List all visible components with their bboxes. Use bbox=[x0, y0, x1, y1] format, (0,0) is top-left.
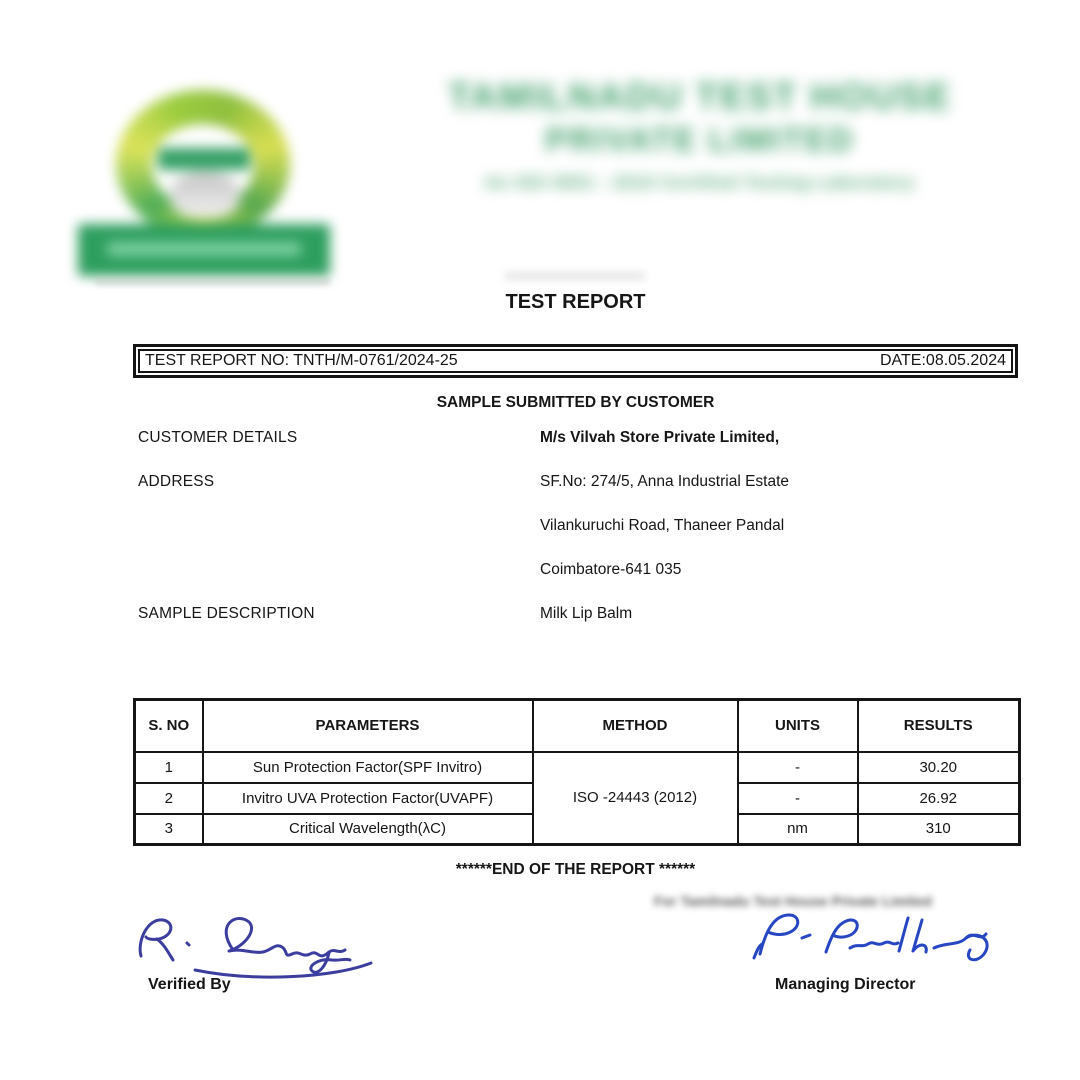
logo-banner bbox=[78, 224, 330, 276]
header-units: UNITS bbox=[738, 700, 858, 752]
cell-parameter: Critical Wavelength(λC) bbox=[203, 814, 533, 845]
company-subline: An ISO 9001 : 2015 Certified Testing Laboratory bbox=[484, 173, 916, 192]
verified-by-label: Verified By bbox=[148, 976, 231, 993]
customer-details-value: M/s Vilvah Store Private Limited, bbox=[540, 429, 780, 446]
cell-sno: 3 bbox=[135, 814, 203, 845]
for-company-line-blurred: For Tamilnadu Test House Private Limited bbox=[654, 893, 932, 909]
logo-banner-text-blur bbox=[106, 242, 302, 256]
managing-director-signature bbox=[668, 906, 998, 984]
company-name-line1: TAMILNADU TEST HOUSE bbox=[448, 76, 952, 117]
cell-sno: 1 bbox=[135, 752, 203, 783]
address-line3: Coimbatore-641 035 bbox=[540, 561, 682, 578]
address-label: ADDRESS bbox=[138, 473, 215, 490]
header-sno: S. NO bbox=[135, 700, 203, 752]
sample-description-value: Milk Lip Balm bbox=[540, 605, 633, 622]
report-number: TEST REPORT NO: TNTH/M-0761/2024-25 bbox=[145, 352, 458, 369]
table-row bbox=[135, 752, 1020, 783]
sample-description-label: SAMPLE DESCRIPTION bbox=[138, 605, 315, 622]
header-method: METHOD bbox=[533, 700, 738, 752]
cell-parameter: Invitro UVA Protection Factor(UVAPF) bbox=[203, 783, 533, 814]
managing-director-label: Managing Director bbox=[775, 976, 916, 993]
blur-artifact-left bbox=[95, 279, 330, 285]
header-results: RESULTS bbox=[858, 700, 1020, 752]
address-line1: SF.No: 274/5, Anna Industrial Estate bbox=[540, 473, 790, 490]
cell-result: 30.20 bbox=[858, 752, 1020, 783]
cell-method-merged: ISO -24443 (2012) bbox=[533, 752, 738, 845]
cell-units: nm bbox=[738, 814, 858, 845]
cell-units: - bbox=[738, 752, 858, 783]
logo-green-band bbox=[158, 148, 250, 170]
logo-center-emblem bbox=[170, 172, 240, 218]
detail-row-address2 bbox=[138, 517, 1018, 537]
verified-by-signature bbox=[133, 910, 423, 980]
table-header-row bbox=[135, 700, 1020, 752]
detail-row-address3 bbox=[138, 561, 1018, 581]
customer-details-label: CUSTOMER DETAILS bbox=[138, 429, 298, 446]
results-table bbox=[133, 698, 1021, 846]
company-name-blurred bbox=[398, 76, 1002, 193]
blur-artifact-center bbox=[505, 272, 645, 280]
address-line2: Vilankuruchi Road, Thaneer Pandal bbox=[540, 517, 785, 534]
report-number-bar bbox=[133, 344, 1018, 378]
company-name-line2: PRIVATE LIMITED bbox=[545, 121, 855, 158]
header-parameters: PARAMETERS bbox=[203, 700, 533, 752]
page-title: TEST REPORT bbox=[505, 291, 646, 313]
cell-units: - bbox=[738, 783, 858, 814]
company-logo bbox=[78, 84, 330, 280]
end-of-report-line: ******END OF THE REPORT ****** bbox=[455, 861, 696, 878]
cell-parameter: Sun Protection Factor(SPF Invitro) bbox=[203, 752, 533, 783]
cell-result: 26.92 bbox=[858, 783, 1020, 814]
detail-row-customer bbox=[138, 429, 1018, 449]
detail-row-address bbox=[138, 473, 1018, 493]
cell-sno: 2 bbox=[135, 783, 203, 814]
report-date: DATE:08.05.2024 bbox=[879, 352, 1006, 369]
section-heading: SAMPLE SUBMITTED BY CUSTOMER bbox=[436, 394, 715, 411]
detail-row-sample bbox=[138, 605, 1018, 625]
cell-result: 310 bbox=[858, 814, 1020, 845]
